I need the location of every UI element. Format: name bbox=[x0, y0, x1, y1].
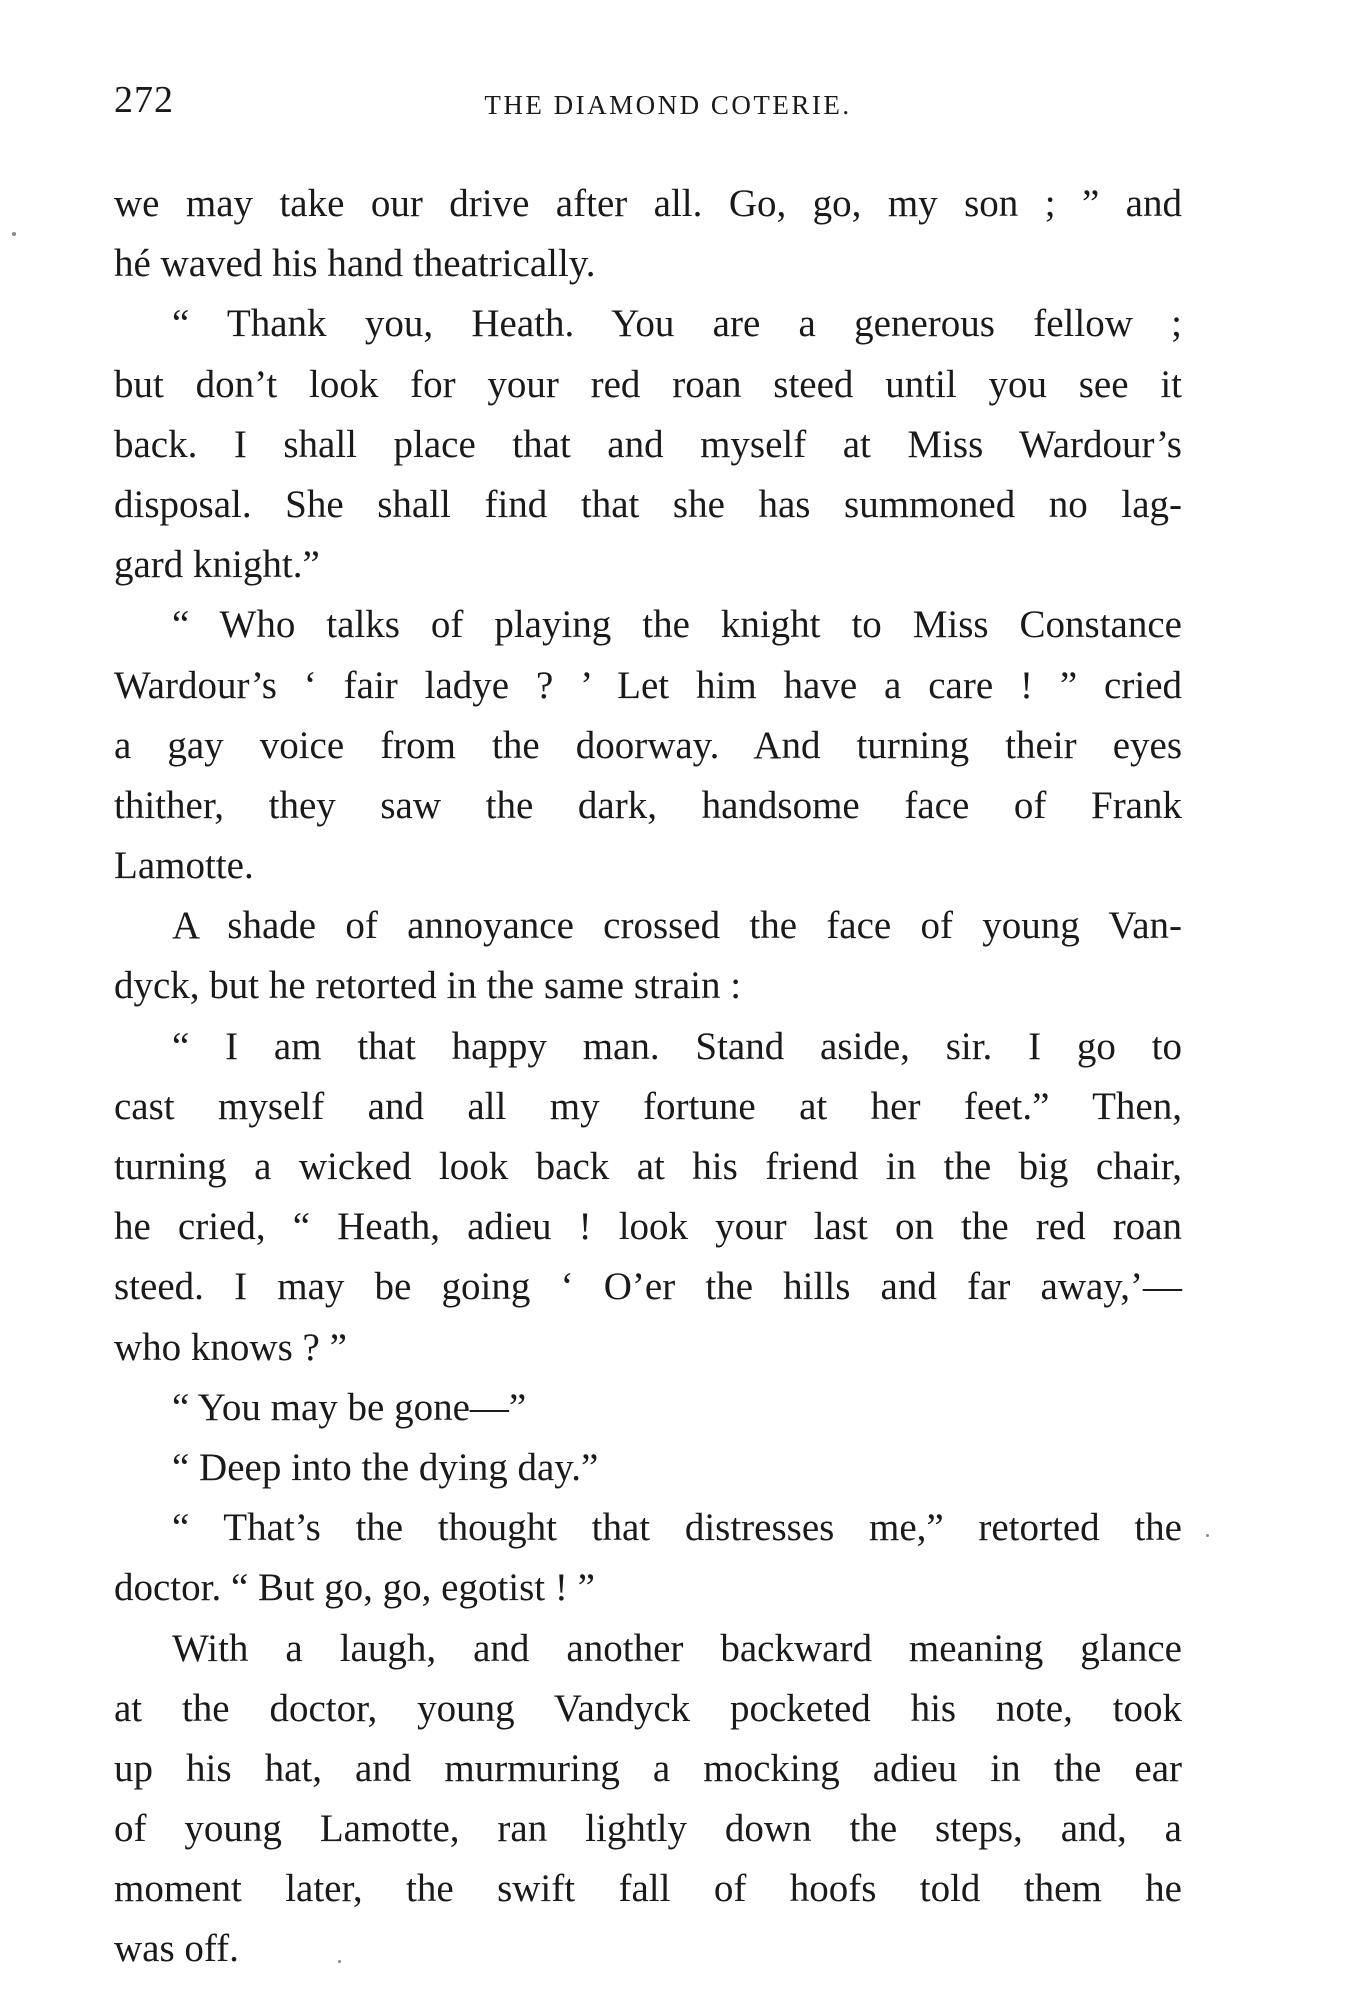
running-head bbox=[114, 78, 1182, 128]
text-line: “ I am that happy man. Stand aside, sir. I go to bbox=[172, 1024, 1182, 1068]
text-line: disposal. She shall find that she has summoned no lag- bbox=[114, 482, 1182, 526]
text-line: back. I shall place that and myself at Miss Wardour’s bbox=[114, 422, 1182, 466]
text-line: was off. bbox=[114, 1927, 239, 1971]
text-line: at the doctor, young Vandyck pocketed his note, took bbox=[114, 1686, 1182, 1730]
text-line: A shade of annoyance crossed the face of young Van- bbox=[172, 904, 1182, 948]
text-line: but don’t look for your red roan steed until you see it bbox=[114, 362, 1182, 406]
text-line: “ You may be gone—” bbox=[172, 1385, 527, 1429]
text-line: a gay voice from the doorway. And turning their eyes bbox=[114, 723, 1182, 767]
paper-speck bbox=[1206, 1534, 1209, 1537]
text-line: steed. I may be going ‘ O’er the hills and far away,’— bbox=[114, 1265, 1182, 1309]
text-line: cast myself and all my fortune at her feet.” Then, bbox=[114, 1084, 1182, 1128]
text-line: thither, they saw the dark, handsome face of Frank bbox=[114, 783, 1182, 827]
body-text bbox=[114, 174, 1182, 1980]
text-line: doctor. “ But go, go, egotist ! ” bbox=[114, 1566, 595, 1610]
text-line: Wardour’s ‘ fair ladye ? ’ Let him have a care ! ” cried bbox=[114, 663, 1182, 707]
text-line: we may take our drive after all. Go, go, my son ; ” and bbox=[114, 182, 1182, 225]
text-line: gard knight.” bbox=[114, 543, 320, 587]
text-line: moment later, the swift fall of hoofs told them he bbox=[114, 1867, 1182, 1911]
paper-speck bbox=[12, 232, 16, 236]
text-line: “ That’s the thought that distresses me,” retorted the bbox=[172, 1506, 1182, 1550]
text-line: “ Thank you, Heath. You are a generous fellow ; bbox=[172, 302, 1182, 346]
text-line: he cried, “ Heath, adieu ! look your last on the red roan bbox=[114, 1205, 1182, 1249]
text-line: hé waved his hand theatrically. bbox=[114, 242, 596, 286]
text-line: “ Deep into the dying day.” bbox=[172, 1445, 599, 1489]
text-line: With a laugh, and another backward meaning glance bbox=[172, 1626, 1182, 1670]
page-number: 272 bbox=[114, 79, 174, 121]
paper-speck bbox=[338, 1960, 341, 1963]
text-line: “ Who talks of playing the knight to Miss Constance bbox=[172, 603, 1182, 647]
text-line: Lamotte. bbox=[114, 844, 254, 888]
text-line: who knows ? ” bbox=[114, 1325, 347, 1369]
text-line: dyck, but he retorted in the same strain : bbox=[114, 964, 742, 1008]
text-line: up his hat, and murmuring a mocking adieu in the ear bbox=[114, 1746, 1182, 1790]
running-title: THE DIAMOND COTERIE. bbox=[484, 90, 852, 120]
text-line: turning a wicked look back at his friend in the big chair, bbox=[114, 1145, 1182, 1188]
text-line: of young Lamotte, ran lightly down the steps, and, a bbox=[114, 1807, 1182, 1851]
